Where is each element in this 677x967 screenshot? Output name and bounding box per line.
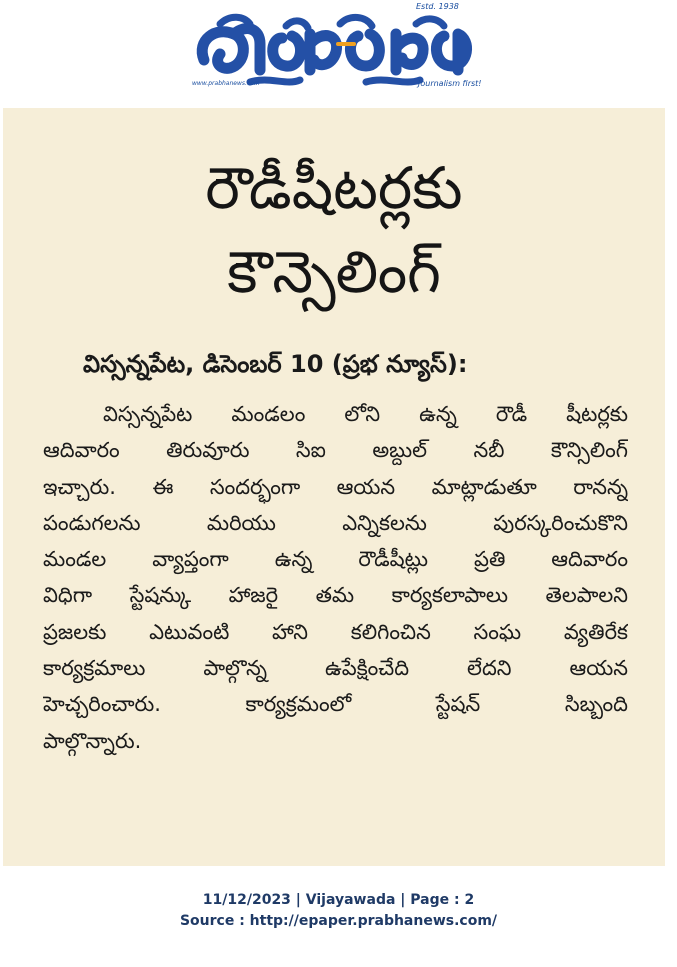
newspaper-masthead xyxy=(0,0,677,108)
page-footer xyxy=(0,890,677,932)
footer-source-link[interactable]: Source : http://epaper.prabhanews.com/ xyxy=(179,913,498,929)
body-line-5: మండల వ్యాప్తంగా ఉన్న రౌడీషీట్లు ప్రతి ఆదివారం xyxy=(43,547,628,572)
news-clipping xyxy=(3,108,665,866)
body-line-4: పండుగలను మరియు ఎన్నికలను పురస్కరించుకొని xyxy=(43,510,628,535)
body-line-10: పాల్గొన్నారు. xyxy=(43,728,142,753)
headline-line-2: కౌన్సెలింగ్ xyxy=(227,238,441,306)
body-line-6: విధిగా స్టేషన్కు హాజరై తమ కార్యకలాపాలు తెలపాలని xyxy=(43,583,628,608)
article-body xyxy=(43,396,628,759)
body-line-1: విస్సన్నపేట మండలం లోని ఉన్న రౌడీ షీటర్లకు xyxy=(103,402,628,426)
body-line-2: ఆదివారం తిరువూరు సిఐ అబ్దుల్ నబీ కౌన్సిలింగ్ xyxy=(43,438,628,463)
body-line-7: ప్రజలకు ఎటువంటి హాని కలిగించిన సంఘ వ్యతిరేక xyxy=(43,619,628,644)
headline-line-1: రౌడీషీటర్లకు xyxy=(205,154,463,222)
body-line-9: హెచ్చరించారు. కార్యక్రమంలో స్టేషన్ సిబ్బంది xyxy=(43,692,628,717)
body-line-8: కార్యక్రమాలు పాల్గొన్న ఉపేక్షించేది లేదని ఆయన xyxy=(43,656,628,681)
body-line-3: ఇచ్చారు. ఈ సందర్భంగా ఆయన మాట్లాడుతూ రానన్న xyxy=(43,474,628,499)
masthead-established-year: Estd. 1938 xyxy=(416,2,459,11)
masthead-website: www.prabhanews.com xyxy=(192,80,260,87)
article-headline xyxy=(3,146,665,314)
article-dateline: విస్సన్నపేట, డిసెంబర్ 10 (ప్రభ న్యూస్): xyxy=(83,350,468,378)
masthead-tagline: Journalism first! xyxy=(418,79,482,88)
footer-date-edition-page: 11/12/2023 | Vijayawada | Page : 2 xyxy=(202,892,475,908)
